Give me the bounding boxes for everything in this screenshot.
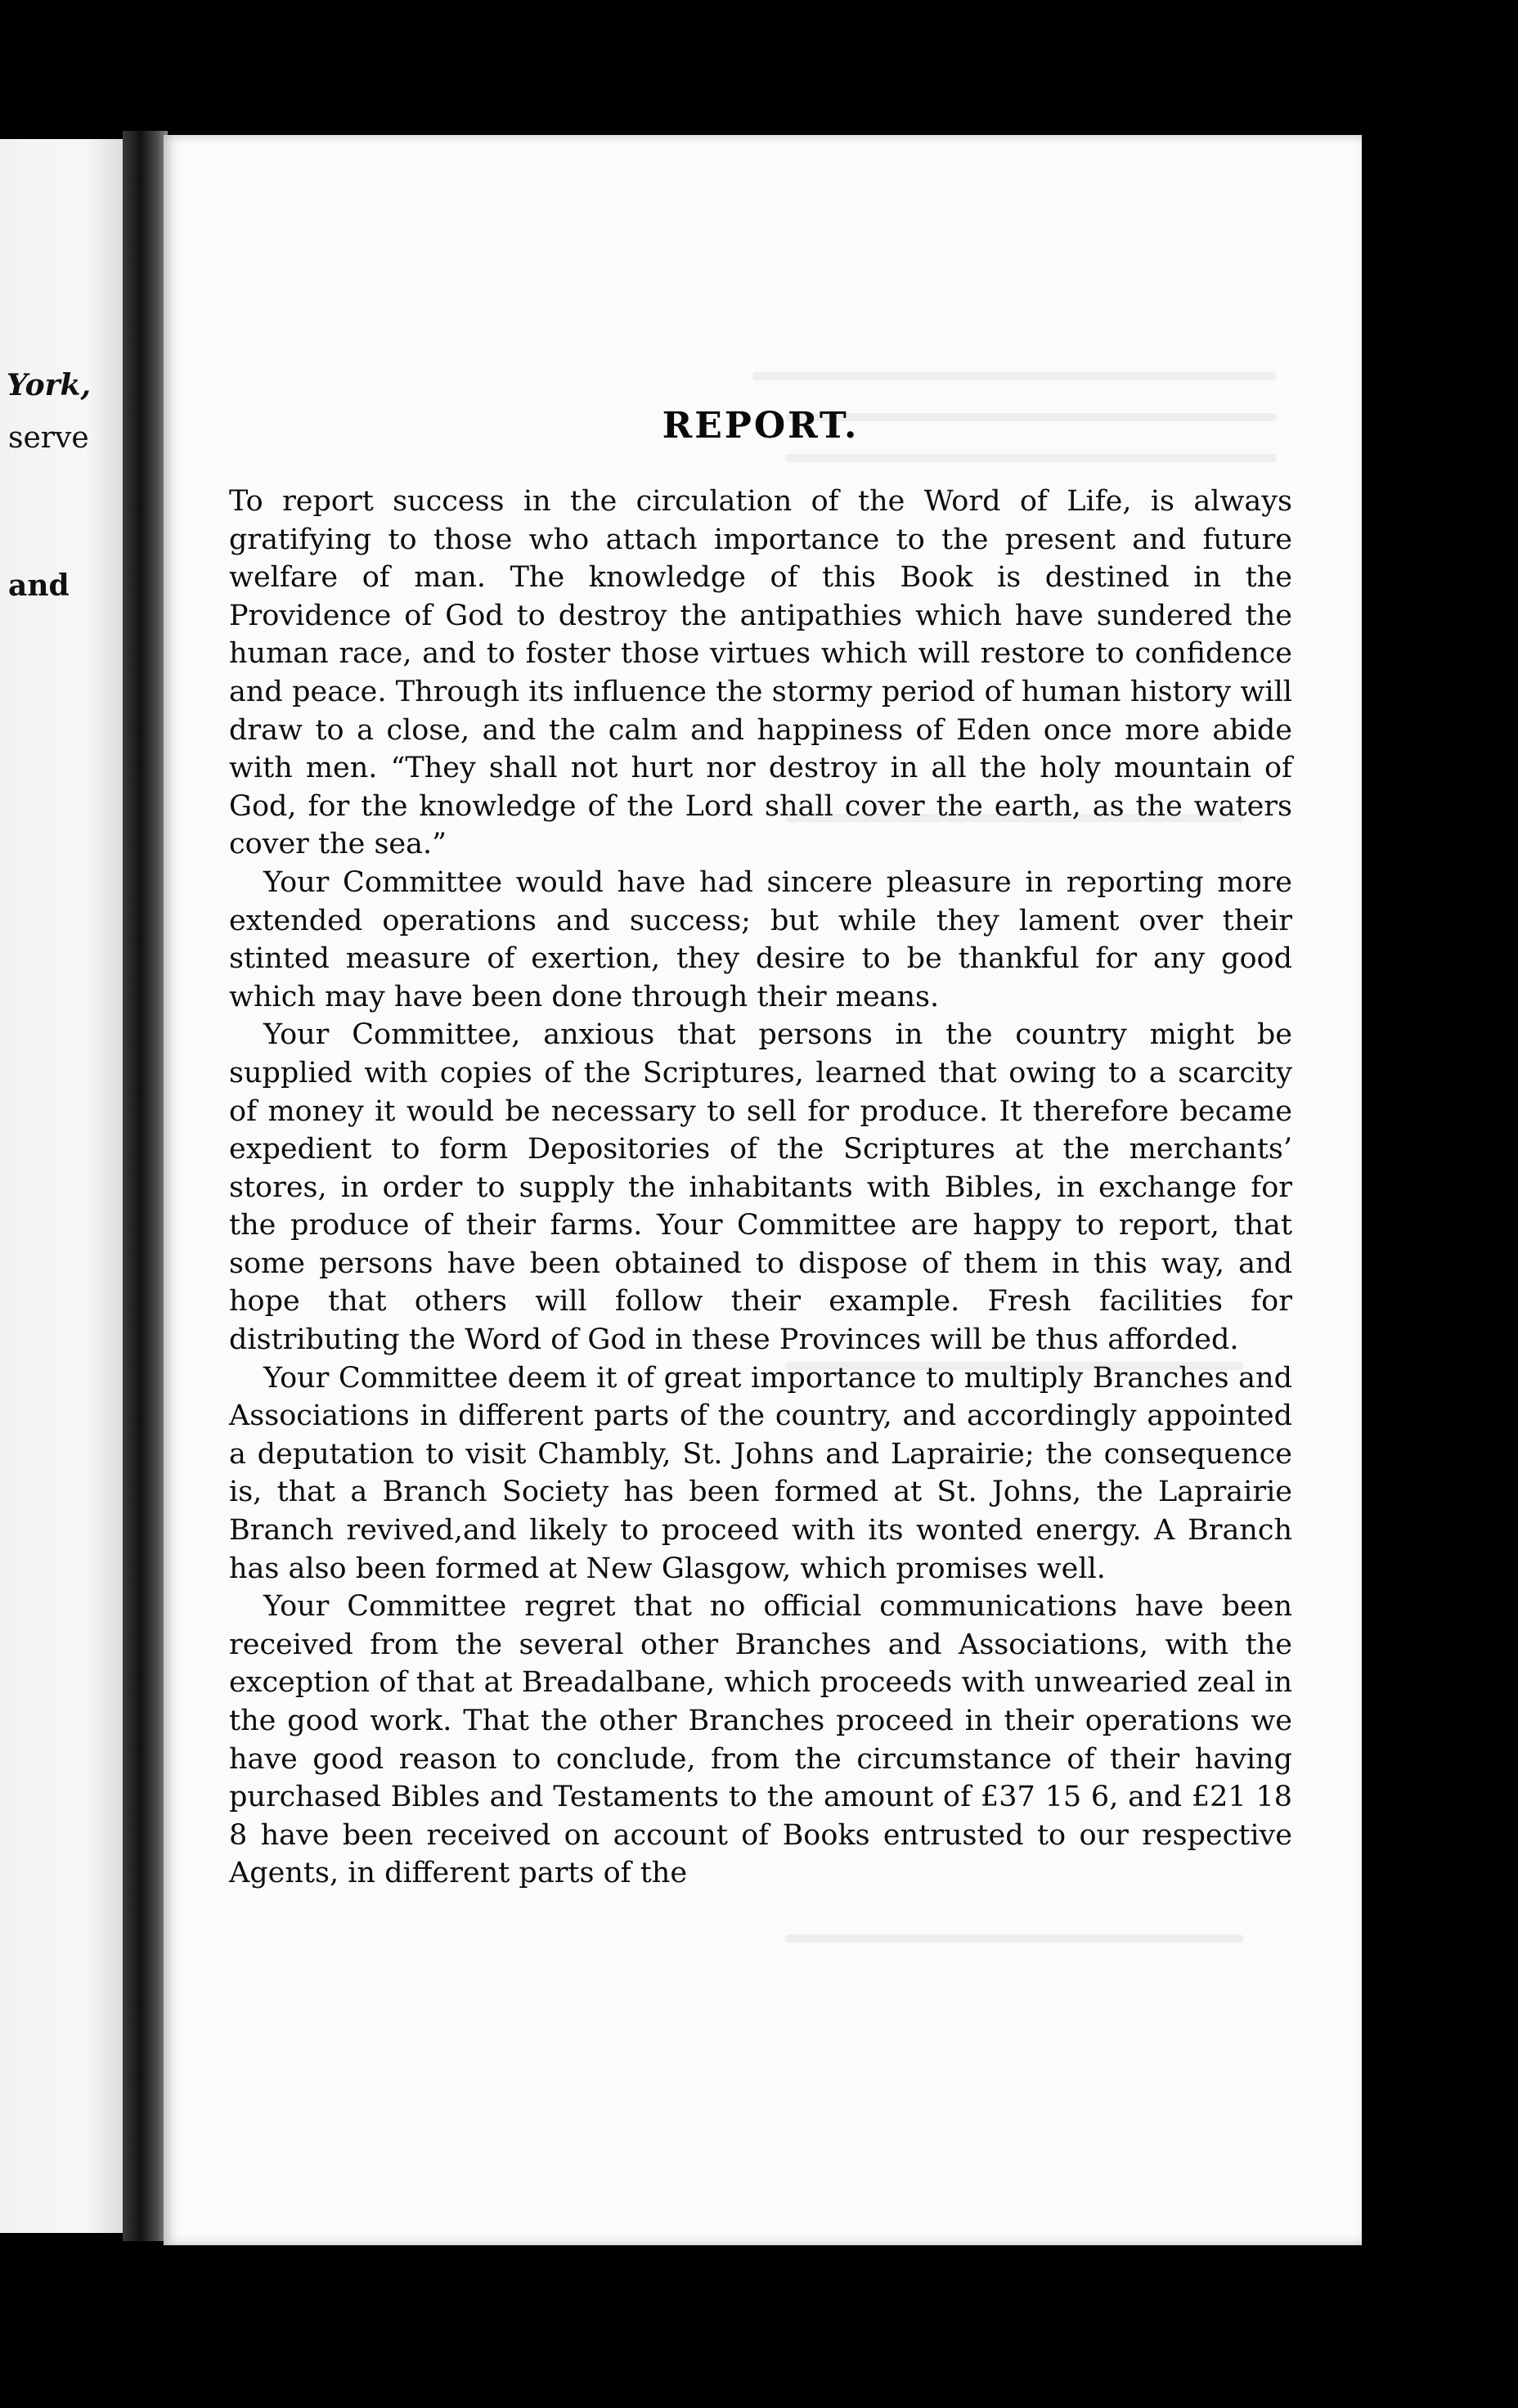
left-facing-page [0, 139, 123, 2233]
book-gutter [123, 131, 168, 2241]
report-paragraph-1: To report success in the circulation of the Word of Life, is always gratifying to those who attach importance to the present and future welfare of man. The knowledge of this Book is destined in the Providence of God to destroy the antipathies which have sundered the human race, and to foster those virtues which will restore to confidence and peace. Through its influence the stormy period of human history will draw to a close, and the calm and happiness of Eden once more abide with men. “They shall not hurt nor destroy in all the holy mountain of God, for the knowledge of the Lord shall cover the earth, as the waters cover the sea.” [229, 485, 1292, 861]
report-paragraph-5: Your Committee regret that no official communications have been received from the several other Branches and Associations, with the exception of that at Breadalbane, which proceeds with unwearied zeal in the good work. That the other Branches proceed in their operations we have good reason to conclude, from the circumstance of their having purchased Bibles and Testaments to the amount of £37 15 6, and £21 18 8 have been received on account of Books entrusted to our respective Agents, in different parts of the [229, 1590, 1292, 1890]
report-paragraph-2: Your Committee would have had sincere pleasure in reporting more extended operations and success; but while they lament over their stinted measure of exertion, they desire to be thankful for any good which may have been done through their means. [229, 865, 1292, 1013]
left-page-fragment-york: York, [7, 368, 92, 402]
left-page-fragment-and: and [8, 568, 70, 603]
report-paragraph-3: Your Committee, anxious that persons in the country might be supplied with copies of the Scriptures, learned that owing to a scarcity of money it would be necessary to sell for produce. It therefore became expedient to form Depositories of the Scriptures at the merchants’ stores, in order to supply the inhabitants with Bibles, in exchange for the produce of their farms. Your Committee are happy to report, that some persons have been obtained to dispose of them in this way, and hope that others will follow their example. Fresh facilities for distributing the Word of God in these Provinces will be thus afforded. [229, 1018, 1292, 1357]
left-page-fragment-serve: serve [8, 421, 89, 455]
report-page [164, 135, 1362, 2245]
report-heading: REPORT. [662, 405, 860, 447]
report-text-block [229, 405, 1292, 1893]
report-paragraph-4: Your Committee deem it of great importance to multiply Branches and Associations in different parts of the country, and accordingly appointed a deputation to visit Chambly, St. Johns and Laprairie; the consequence is, that a Branch Society has been formed at St. Johns, the Laprairie Branch revived,and likely to proceed with its wonted energy. A Branch has also been formed at New Glasgow, which promises well. [229, 1361, 1292, 1585]
